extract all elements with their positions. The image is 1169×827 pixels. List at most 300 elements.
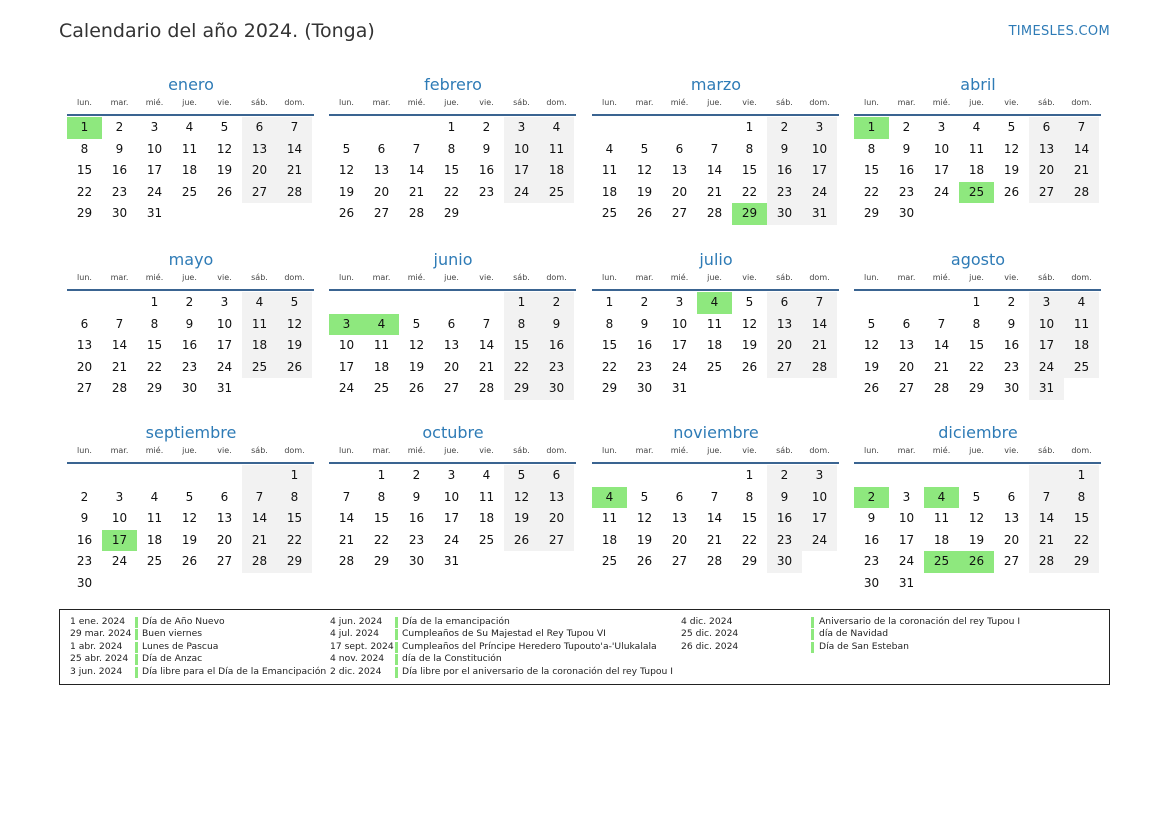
day-cell: 20 <box>242 160 277 182</box>
day-cell: 9 <box>767 139 802 161</box>
day-cell: 17 <box>443 511 460 526</box>
day-cell: 21 <box>242 530 277 552</box>
day-cell: 14 <box>242 508 277 530</box>
weekday-label: mar. <box>897 446 916 455</box>
weekday-label: mié. <box>670 273 689 282</box>
day-cell: 26 <box>636 206 653 221</box>
day-grid <box>67 465 314 595</box>
weekday-label: lun. <box>864 98 879 107</box>
month-abril <box>855 74 1101 225</box>
day-cell: 27 <box>76 381 93 396</box>
weekday-label: jue. <box>182 273 197 282</box>
day-cell: 12 <box>181 511 198 526</box>
day-cell: 17 <box>671 338 688 353</box>
weekday-label: lun. <box>602 273 617 282</box>
day-cell: 9 <box>412 489 421 504</box>
day-cell: 13 <box>242 139 277 161</box>
day-cell: 28 <box>277 182 312 204</box>
day-cell: 29 <box>146 381 163 396</box>
day-cell: 4 <box>539 117 574 139</box>
month-name: enero <box>168 75 214 94</box>
empty-cell <box>102 465 137 487</box>
month-septiembre <box>68 422 314 595</box>
day-cell: 22 <box>741 532 758 547</box>
day-cell: 16 <box>539 335 574 357</box>
day-cell: 20 <box>1029 160 1064 182</box>
legend-date: 25 abr. 2024 <box>70 653 129 665</box>
day-cell: 26 <box>636 554 653 569</box>
legend-holiday-name: Día de Anzac <box>142 653 203 665</box>
day-cell: 9 <box>1007 316 1016 331</box>
day-cell: 23 <box>181 359 198 374</box>
day-cell: 25 <box>146 554 163 569</box>
empty-cell <box>959 465 994 487</box>
day-cell: 1 <box>447 120 456 134</box>
day-cell: 3 <box>447 468 456 482</box>
day-cell: 3 <box>802 465 837 487</box>
day-cell: 25 <box>601 206 618 221</box>
weekday-label: mar. <box>110 98 129 107</box>
day-cell: 21 <box>1029 530 1064 552</box>
day-cell: 26 <box>1003 184 1020 199</box>
empty-cell <box>172 203 207 225</box>
weekday-label: dom. <box>284 98 305 107</box>
day-cell: 6 <box>1029 117 1064 139</box>
empty-cell <box>924 465 959 487</box>
day-cell: 13 <box>767 314 802 336</box>
day-cell: 5 <box>745 295 754 309</box>
weekday-label: mié. <box>932 98 951 107</box>
day-cell: 11 <box>539 139 574 161</box>
weekday-label: mié. <box>407 446 426 455</box>
weekday-label: vie. <box>742 98 757 107</box>
day-cell: 9 <box>902 141 911 156</box>
day-cell: 13 <box>898 338 915 353</box>
day-cell: 30 <box>408 554 425 569</box>
day-cell: 4 <box>150 489 159 504</box>
empty-cell <box>399 292 434 314</box>
day-cell: 5 <box>185 489 194 504</box>
day-cell: 27 <box>443 381 460 396</box>
day-cell: 17 <box>1029 335 1064 357</box>
legend-date: 4 jul. 2024 <box>330 628 379 640</box>
legend-holiday-name: día de Navidad <box>819 628 889 640</box>
day-cell: 15 <box>277 508 312 530</box>
day-cell: 11 <box>706 316 723 331</box>
day-cell: 6 <box>1007 489 1016 504</box>
weekday-label: sáb. <box>1038 98 1055 107</box>
weekday-label: sáb. <box>1038 273 1055 282</box>
day-cell: 14 <box>706 511 723 526</box>
weekday-label: lun. <box>77 98 92 107</box>
day-cell: 21 <box>478 359 495 374</box>
holiday-cell: 2 <box>854 487 889 509</box>
day-cell: 3 <box>504 117 539 139</box>
day-cell: 19 <box>504 508 539 530</box>
weekday-header <box>67 271 314 291</box>
legend-marker <box>811 642 814 653</box>
day-grid <box>592 292 839 400</box>
day-cell: 22 <box>373 532 390 547</box>
weekday-header <box>592 271 839 291</box>
holiday-cell: 4 <box>697 292 732 314</box>
day-cell: 17 <box>802 508 837 530</box>
weekday-header <box>329 444 576 464</box>
day-cell: 28 <box>1064 182 1099 204</box>
weekday-label: vie. <box>479 273 494 282</box>
day-cell: 18 <box>146 532 163 547</box>
day-cell: 3 <box>675 295 684 309</box>
weekday-label: mar. <box>372 273 391 282</box>
empty-cell <box>329 465 364 487</box>
day-cell: 12 <box>863 338 880 353</box>
empty-cell <box>504 203 539 225</box>
weekday-label: sáb. <box>776 446 793 455</box>
day-cell: 16 <box>111 163 128 178</box>
month-name: diciembre <box>938 423 1018 442</box>
weekday-header <box>67 444 314 464</box>
day-cell: 10 <box>898 511 915 526</box>
day-cell: 19 <box>408 359 425 374</box>
legend-date: 29 mar. 2024 <box>70 628 132 640</box>
day-cell: 28 <box>408 206 425 221</box>
day-cell: 10 <box>443 489 460 504</box>
day-cell: 8 <box>447 141 456 156</box>
day-cell: 23 <box>408 532 425 547</box>
day-cell: 13 <box>76 338 93 353</box>
holiday-cell: 4 <box>592 487 627 509</box>
weekday-label: sáb. <box>776 98 793 107</box>
day-cell: 26 <box>277 357 312 379</box>
day-cell: 5 <box>1007 120 1016 134</box>
day-cell: 8 <box>150 316 159 331</box>
empty-cell <box>662 465 697 487</box>
empty-cell <box>1064 573 1099 595</box>
weekday-label: vie. <box>1004 446 1019 455</box>
weekday-label: mié. <box>407 273 426 282</box>
day-cell: 17 <box>802 160 837 182</box>
month-name: febrero <box>424 75 482 94</box>
day-cell: 20 <box>671 184 688 199</box>
day-cell: 7 <box>1064 117 1099 139</box>
weekday-label: dom. <box>284 273 305 282</box>
month-name: septiembre <box>145 423 237 442</box>
day-cell: 21 <box>706 184 723 199</box>
legend-marker <box>135 667 138 678</box>
holiday-legend <box>59 609 1110 685</box>
day-cell: 23 <box>111 184 128 199</box>
weekday-label: jue. <box>707 446 722 455</box>
day-cell: 29 <box>741 554 758 569</box>
day-cell: 17 <box>504 160 539 182</box>
legend-date: 25 dic. 2024 <box>681 628 739 640</box>
day-cell: 7 <box>937 316 946 331</box>
month-name: noviembre <box>673 423 759 442</box>
empty-cell <box>959 203 994 225</box>
day-cell: 28 <box>111 381 128 396</box>
day-cell: 5 <box>972 489 981 504</box>
day-grid <box>854 292 1101 400</box>
empty-cell <box>277 573 312 595</box>
legend-holiday-name: Cumpleaños del Príncipe Heredero Tupouto'a-'Ulukalala <box>402 640 657 652</box>
day-cell: 19 <box>338 184 355 199</box>
day-cell: 6 <box>539 465 574 487</box>
empty-cell <box>102 292 137 314</box>
weekday-label: vie. <box>742 446 757 455</box>
day-cell: 27 <box>767 357 802 379</box>
day-cell: 12 <box>636 163 653 178</box>
day-cell: 3 <box>1029 292 1064 314</box>
day-cell: 27 <box>216 554 233 569</box>
day-cell: 13 <box>216 511 233 526</box>
day-cell: 31 <box>216 381 233 396</box>
day-cell: 6 <box>377 141 386 156</box>
day-cell: 9 <box>185 316 194 331</box>
day-cell: 22 <box>277 530 312 552</box>
empty-cell <box>469 203 504 225</box>
day-cell: 3 <box>220 295 229 309</box>
day-cell: 23 <box>636 359 653 374</box>
day-cell: 22 <box>146 359 163 374</box>
day-cell: 29 <box>863 206 880 221</box>
day-cell: 15 <box>76 163 93 178</box>
day-cell: 16 <box>636 338 653 353</box>
empty-cell <box>1029 465 1064 487</box>
day-cell: 7 <box>342 489 351 504</box>
day-cell: 21 <box>277 160 312 182</box>
holiday-cell: 1 <box>67 117 102 139</box>
weekday-label: mié. <box>670 446 689 455</box>
day-cell: 13 <box>671 511 688 526</box>
empty-cell <box>242 573 277 595</box>
weekday-header <box>67 96 314 116</box>
day-cell: 8 <box>80 141 89 156</box>
day-cell: 22 <box>741 184 758 199</box>
holiday-cell: 17 <box>102 530 137 552</box>
weekday-label: dom. <box>546 273 567 282</box>
empty-cell <box>1029 573 1064 595</box>
day-cell: 10 <box>111 511 128 526</box>
day-cell: 1 <box>150 295 159 309</box>
day-cell: 27 <box>242 182 277 204</box>
day-cell: 24 <box>933 184 950 199</box>
day-cell: 6 <box>80 316 89 331</box>
weekday-label: dom. <box>546 446 567 455</box>
month-name: agosto <box>950 250 1006 269</box>
weekday-label: dom. <box>809 98 830 107</box>
weekday-header <box>329 271 576 291</box>
day-cell: 16 <box>863 532 880 547</box>
legend-marker <box>135 642 138 653</box>
weekday-label: mar. <box>897 273 916 282</box>
day-cell: 25 <box>181 184 198 199</box>
holiday-cell: 25 <box>959 182 994 204</box>
day-cell: 30 <box>1003 381 1020 396</box>
day-cell: 6 <box>902 316 911 331</box>
month-octubre <box>330 422 576 573</box>
empty-cell <box>889 292 924 314</box>
day-cell: 16 <box>898 163 915 178</box>
day-cell: 25 <box>1064 357 1099 379</box>
day-cell: 14 <box>277 139 312 161</box>
day-cell: 24 <box>443 532 460 547</box>
legend-holiday-name: Día de San Esteban <box>819 640 909 652</box>
empty-cell <box>242 378 277 400</box>
day-cell: 20 <box>443 359 460 374</box>
legend-date: 26 dic. 2024 <box>681 640 739 652</box>
weekday-label: mar. <box>635 98 654 107</box>
weekday-label: vie. <box>742 273 757 282</box>
day-cell: 20 <box>767 335 802 357</box>
day-cell: 13 <box>1029 139 1064 161</box>
day-cell: 31 <box>671 381 688 396</box>
legend-date: 1 ene. 2024 <box>70 616 126 627</box>
empty-cell <box>924 573 959 595</box>
weekday-label: mar. <box>372 98 391 107</box>
day-cell: 11 <box>601 511 618 526</box>
day-cell: 29 <box>601 381 618 396</box>
day-cell: 6 <box>675 489 684 504</box>
day-cell: 31 <box>898 575 915 590</box>
day-cell: 1 <box>504 292 539 314</box>
day-cell: 30 <box>181 381 198 396</box>
weekday-label: dom. <box>546 98 567 107</box>
day-cell: 13 <box>671 163 688 178</box>
day-cell: 8 <box>1064 487 1099 509</box>
day-cell: 22 <box>1064 530 1099 552</box>
day-cell: 7 <box>710 489 719 504</box>
day-cell: 31 <box>1029 378 1064 400</box>
day-cell: 13 <box>539 487 574 509</box>
legend-holiday-name: Día de la emancipación <box>402 616 510 627</box>
day-cell: 4 <box>482 468 491 482</box>
empty-cell <box>207 465 242 487</box>
site-link[interactable]: TIMESLES.COM <box>1008 24 1110 39</box>
day-cell: 6 <box>242 117 277 139</box>
weekday-label: mar. <box>897 98 916 107</box>
day-cell: 26 <box>216 184 233 199</box>
empty-cell <box>732 378 767 400</box>
month-febrero <box>330 74 576 225</box>
weekday-label: sáb. <box>1038 446 1055 455</box>
day-cell: 4 <box>185 120 194 134</box>
empty-cell <box>329 292 364 314</box>
legend-date: 3 jun. 2024 <box>70 665 123 677</box>
day-cell: 15 <box>373 511 390 526</box>
day-cell: 10 <box>504 139 539 161</box>
day-cell: 15 <box>443 163 460 178</box>
day-cell: 12 <box>968 511 985 526</box>
day-cell: 12 <box>504 487 539 509</box>
day-cell: 28 <box>242 551 277 573</box>
weekday-label: sáb. <box>251 273 268 282</box>
day-cell: 26 <box>504 530 539 552</box>
empty-cell <box>924 292 959 314</box>
day-cell: 26 <box>408 381 425 396</box>
legend-holiday-name: Día libre para el Día de la Emancipación <box>142 665 327 677</box>
weekday-label: mar. <box>110 273 129 282</box>
day-cell: 11 <box>933 511 950 526</box>
day-cell: 28 <box>706 554 723 569</box>
weekday-label: vie. <box>217 273 232 282</box>
day-cell: 4 <box>1064 292 1099 314</box>
empty-cell <box>277 378 312 400</box>
weekday-header <box>592 444 839 464</box>
day-cell: 18 <box>181 163 198 178</box>
weekday-label: dom. <box>809 446 830 455</box>
day-cell: 28 <box>706 206 723 221</box>
day-cell: 10 <box>933 141 950 156</box>
day-cell: 27 <box>539 530 574 552</box>
day-cell: 20 <box>216 532 233 547</box>
day-cell: 14 <box>933 338 950 353</box>
day-cell: 1 <box>745 468 754 482</box>
weekday-label: sáb. <box>513 98 530 107</box>
day-cell: 7 <box>482 316 491 331</box>
day-cell: 14 <box>802 314 837 336</box>
holiday-cell: 3 <box>329 314 364 336</box>
day-cell: 27 <box>1003 554 1020 569</box>
day-cell: 1 <box>1064 465 1099 487</box>
day-cell: 27 <box>898 381 915 396</box>
day-cell: 3 <box>150 120 159 134</box>
empty-cell <box>1064 378 1099 400</box>
day-cell: 14 <box>478 338 495 353</box>
day-cell: 16 <box>76 532 93 547</box>
weekday-label: sáb. <box>776 273 793 282</box>
day-cell: 3 <box>937 120 946 134</box>
day-cell: 11 <box>242 314 277 336</box>
weekday-label: lun. <box>77 273 92 282</box>
empty-cell <box>924 203 959 225</box>
day-cell: 13 <box>373 163 390 178</box>
day-cell: 11 <box>478 489 495 504</box>
day-cell: 2 <box>539 292 574 314</box>
day-cell: 23 <box>898 184 915 199</box>
month-diciembre <box>855 422 1101 595</box>
day-grid <box>592 465 839 573</box>
day-cell: 17 <box>338 359 355 374</box>
empty-cell <box>207 203 242 225</box>
legend-marker <box>395 617 398 628</box>
legend-marker <box>811 617 814 628</box>
legend-holiday-name: Día libre por el aniversario de la coronación del rey Tupou I <box>402 665 673 677</box>
weekday-header <box>854 444 1101 464</box>
day-cell: 1 <box>605 295 614 309</box>
day-cell: 30 <box>863 575 880 590</box>
month-junio <box>330 249 576 400</box>
empty-cell <box>137 573 172 595</box>
day-cell: 6 <box>447 316 456 331</box>
day-cell: 12 <box>216 141 233 156</box>
day-cell: 25 <box>478 532 495 547</box>
day-cell: 14 <box>111 338 128 353</box>
day-cell: 21 <box>706 532 723 547</box>
day-cell: 21 <box>1064 160 1099 182</box>
month-name: abril <box>960 75 996 94</box>
empty-cell <box>627 117 662 139</box>
day-cell: 19 <box>1003 163 1020 178</box>
day-cell: 14 <box>338 511 355 526</box>
day-cell: 5 <box>412 316 421 331</box>
weekday-label: jue. <box>707 273 722 282</box>
day-cell: 10 <box>671 316 688 331</box>
day-cell: 13 <box>1003 511 1020 526</box>
day-cell: 31 <box>146 206 163 221</box>
weekday-label: lun. <box>602 446 617 455</box>
day-cell: 1 <box>377 468 386 482</box>
day-cell: 4 <box>242 292 277 314</box>
